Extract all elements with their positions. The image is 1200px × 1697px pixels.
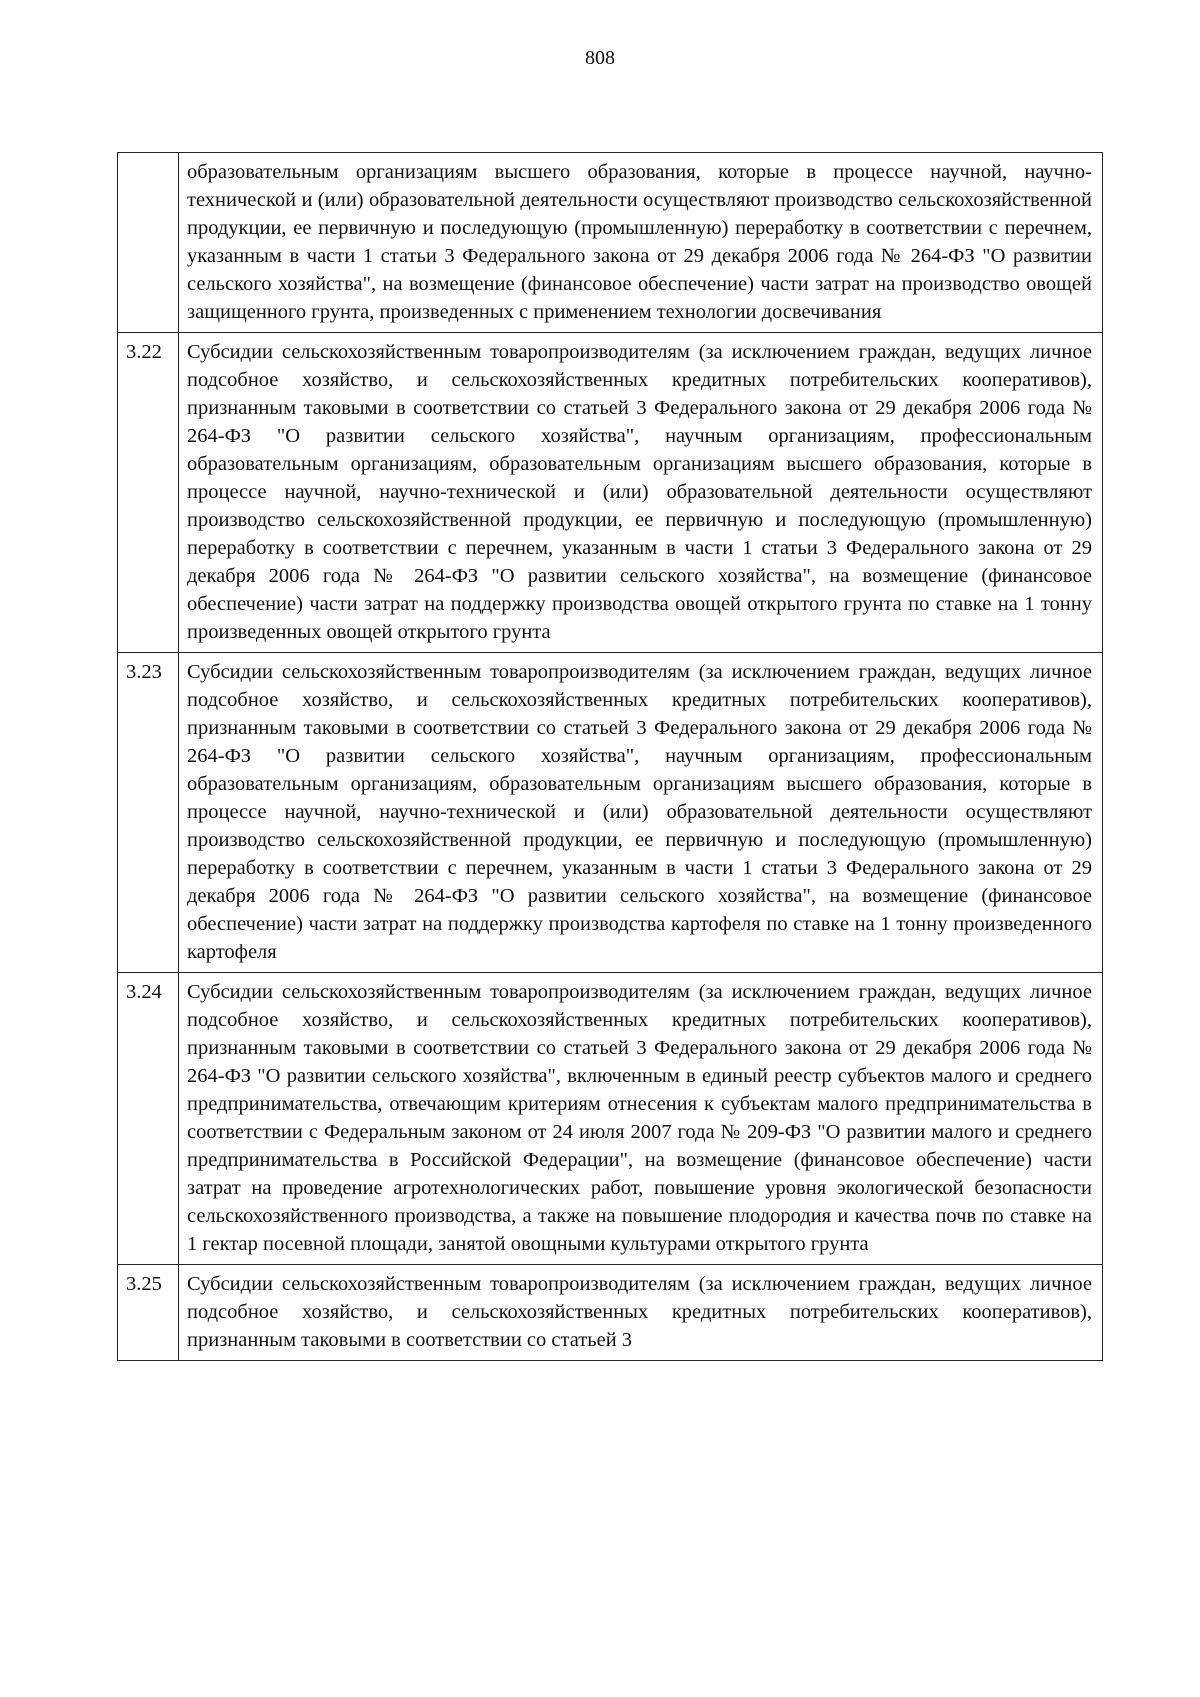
row-number: 3.23 — [118, 653, 179, 973]
row-text: Субсидии сельскохозяйственным товаропроизводителям (за исключением граждан, ведущих личное подсобное хозяйство, и сельскохозяйственных кредитных потребительских кооперативов), признанным таковыми в соответствии со статьей 3 Федерального закона от 29 декабря 2006 года № 264-ФЗ "О развитии сельского хозяйства", научным организациям, профессиональным образовательным организациям, образовательным организациям высшего образования, которые в процессе научной, научно-технической и (или) образовательной деятельности осуществляют производство сельскохозяйственной продукции, ее первичную и последующую (промышленную) переработку в соответствии с перечнем, указанным в части 1 статьи 3 Федерального закона от 29 декабря 2006 года № 264-ФЗ "О развитии сельского хозяйства", на возмещение (финансовое обеспечение) части затрат на поддержку производства овощей открытого грунта по ставке на 1 тонну произведенных овощей открытого грунта — [179, 333, 1103, 653]
row-text: образовательным организациям высшего образования, которые в процессе научной, научно-технической и (или) образовательной деятельности осуществляют производство сельскохозяйственной продукции, ее первичную и последующую (промышленную) переработку в соответствии с перечнем, указанным в части 1 статьи 3 Федерального закона от 29 декабря 2006 года № 264-ФЗ "О развитии сельского хозяйства", на возмещение (финансовое обеспечение) части затрат на производство овощей защищенного грунта, произведенных с применением технологии досвечивания — [179, 153, 1103, 333]
table-row — [118, 153, 1103, 333]
table-row — [118, 653, 1103, 973]
table-row — [118, 1265, 1103, 1361]
row-text: Субсидии сельскохозяйственным товаропроизводителям (за исключением граждан, ведущих личное подсобное хозяйство, и сельскохозяйственных кредитных потребительских кооперативов), признанным таковыми в соответствии со статьей 3 Федерального закона от 29 декабря 2006 года № 264-ФЗ "О развитии сельского хозяйства", включенным в единый реестр субъектов малого и среднего предпринимательства, отвечающим критериям отнесения к субъектам малого предпринимательства в соответствии с Федеральным законом от 24 июля 2007 года № 209-ФЗ "О развитии малого и среднего предпринимательства в Российской Федерации", на возмещение (финансовое обеспечение) части затрат на проведение агротехнологических работ, повышение уровня экологической безопасности сельскохозяйственного производства, а также на повышение плодородия и качества почв по ставке на 1 гектар посевной площади, занятой овощными культурами открытого грунта — [179, 973, 1103, 1265]
subsidy-table — [117, 152, 1103, 1361]
row-number — [118, 153, 179, 333]
page-number: 808 — [585, 47, 615, 69]
row-text: Субсидии сельскохозяйственным товаропроизводителям (за исключением граждан, ведущих личное подсобное хозяйство, и сельскохозяйственных кредитных потребительских кооперативов), признанным таковыми в соответствии со статьей 3 Федерального закона от 29 декабря 2006 года № 264-ФЗ "О развитии сельского хозяйства", научным организациям, профессиональным образовательным организациям, образовательным организациям высшего образования, которые в процессе научной, научно-технической и (или) образовательной деятельности осуществляют производство сельскохозяйственной продукции, ее первичную и последующую (промышленную) переработку в соответствии с перечнем, указанным в части 1 статьи 3 Федерального закона от 29 декабря 2006 года № 264-ФЗ "О развитии сельского хозяйства", на возмещение (финансовое обеспечение) части затрат на поддержку производства картофеля по ставке на 1 тонну произведенного картофеля — [179, 653, 1103, 973]
table-row — [118, 973, 1103, 1265]
row-text: Субсидии сельскохозяйственным товаропроизводителям (за исключением граждан, ведущих личное подсобное хозяйство, и сельскохозяйственных кредитных потребительских кооперативов), признанным таковыми в соответствии со статьей 3 — [179, 1265, 1103, 1361]
row-number: 3.25 — [118, 1265, 179, 1361]
table-row — [118, 333, 1103, 653]
row-number: 3.24 — [118, 973, 179, 1265]
row-number: 3.22 — [118, 333, 179, 653]
